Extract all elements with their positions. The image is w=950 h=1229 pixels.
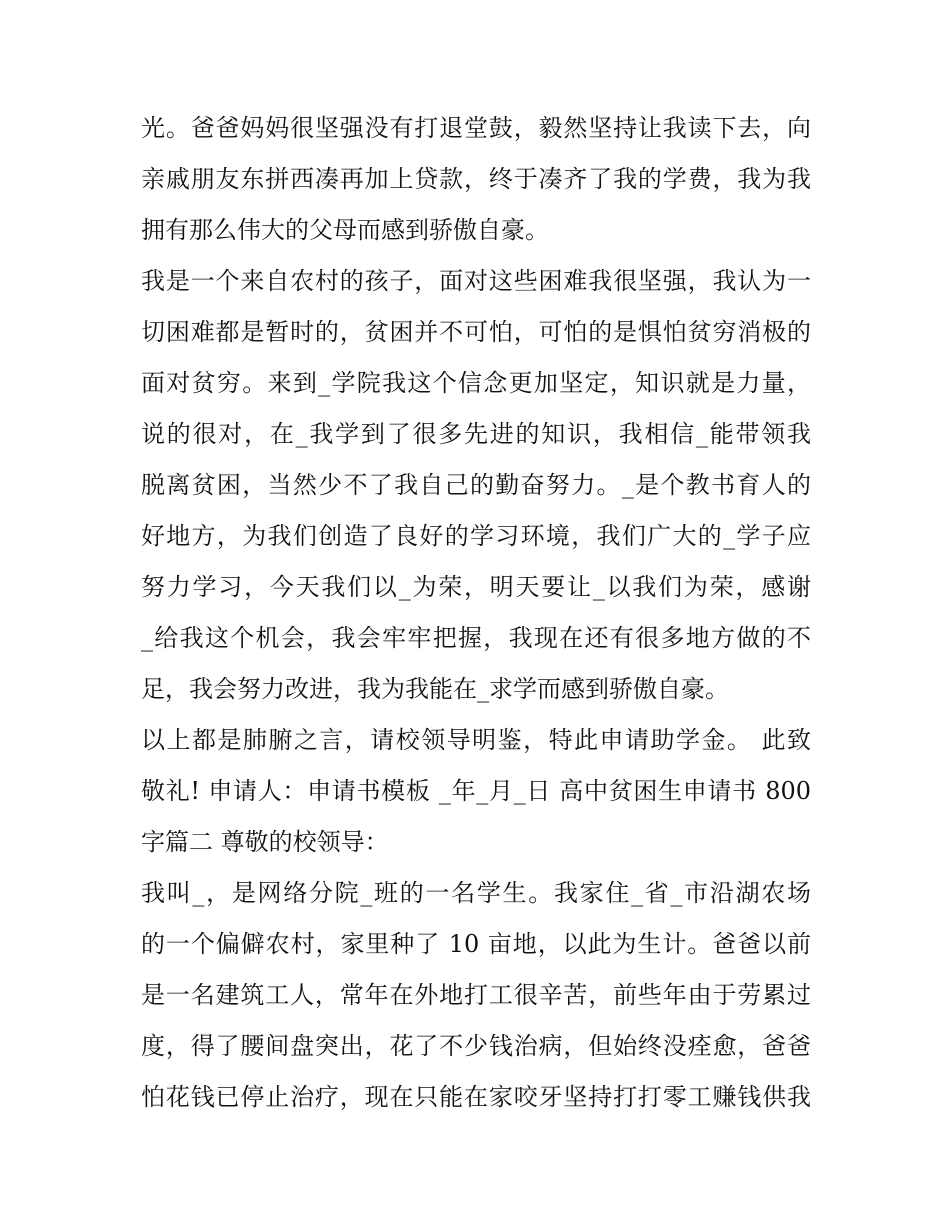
- text-line: 面对贫穷。来到_学院我这个信念更加坚定，知识就是力量，: [141, 369, 811, 397]
- text-line: 怕花钱已停止治疗，现在只能在家咬牙坚持打打零工赚钱供我: [141, 1083, 811, 1111]
- text-line: 亲戚朋友东拼西凑再加上贷款，终于凑齐了我的学费，我为我: [141, 165, 811, 193]
- text-line: 好地方，为我们创造了良好的学习环境，我们广大的_学子应: [141, 522, 811, 550]
- text-line: _给我这个机会，我会牢牢把握，我现在还有很多地方做的不: [141, 624, 811, 652]
- text-line: 拥有那么伟大的父母而感到骄傲自豪。: [141, 216, 549, 244]
- text-line: 努力学习，今天我们以_为荣，明天要让_以我们为荣，感谢: [141, 573, 811, 601]
- text-line: 切困难都是暂时的，贫困并不可怕，可怕的是惧怕贫穷消极的: [141, 318, 811, 346]
- text-line: 我叫_，是网络分院_班的一名学生。我家住_省_市沿湖农场: [141, 879, 811, 907]
- text-line: 以上都是肺腑之言，请校领导明鉴，特此申请助学金。 此致: [141, 726, 811, 754]
- text-line: 度，得了腰间盘突出，花了不少钱治病，但始终没痊愈，爸爸: [141, 1032, 811, 1060]
- text-line: 敬礼! 申请人：申请书模板 _年_月_日 高中贫困生申请书 800: [141, 777, 811, 805]
- text-line: 的一个偏僻农村，家里种了 10 亩地，以此为生计。爸爸以前: [141, 930, 811, 958]
- text-line: 脱离贫困，当然少不了我自己的勤奋努力。_是个教书育人的: [141, 471, 811, 499]
- text-line: 说的很对，在_我学到了很多先进的知识，我相信_能带领我: [141, 420, 811, 448]
- text-line: 字篇二 尊敬的校领导：: [141, 828, 389, 856]
- text-line: 足，我会努力改进，我为我能在_求学而感到骄傲自豪。: [141, 675, 729, 703]
- text-line: 是一名建筑工人，常年在外地打工很辛苦，前些年由于劳累过: [141, 981, 811, 1009]
- text-line: 我是一个来自农村的孩子，面对这些困难我很坚强，我认为一: [141, 267, 811, 295]
- text-line: 光。爸爸妈妈很坚强没有打退堂鼓，毅然坚持让我读下去，向: [141, 114, 811, 142]
